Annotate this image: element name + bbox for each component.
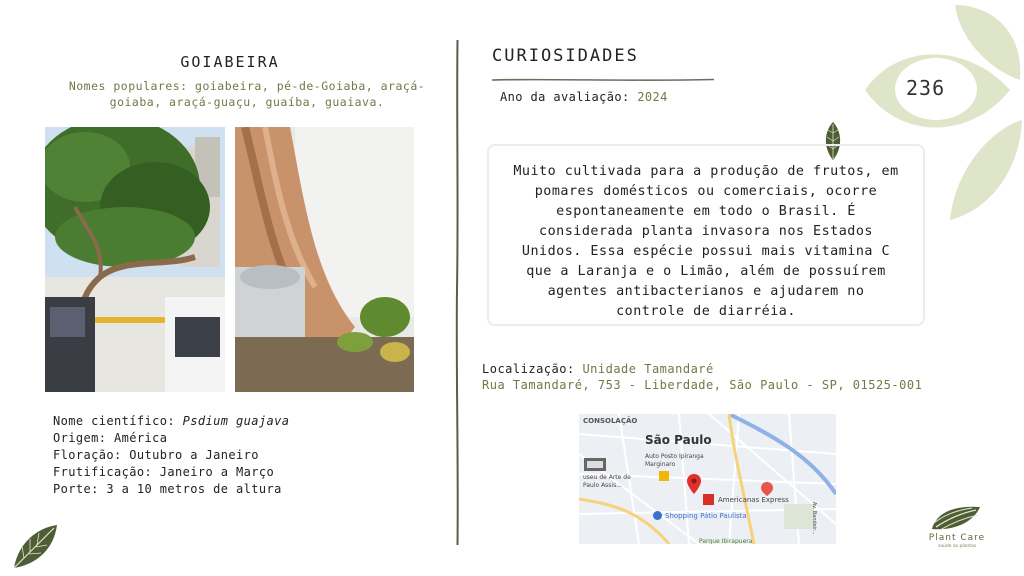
size-row: Porte: 3 a 10 metros de altura: [53, 482, 282, 496]
scientific-name-row: [53, 413, 289, 430]
scientific-name-label: Nome científico:: [53, 414, 175, 428]
map-store-icon: [703, 494, 714, 505]
address: Rua Tamandaré, 753 - Liberdade, São Paulo - SP, 01525-001: [482, 378, 923, 392]
location-row: [482, 361, 922, 377]
location-label: Localização:: [482, 362, 575, 376]
map-road-label: Av. Bandeir...: [811, 502, 817, 535]
plant-title: GOIABEIRA: [180, 53, 280, 71]
year-value: 2024: [637, 90, 668, 104]
leaf-icon: [10, 522, 60, 570]
map-museum-icon: [584, 458, 606, 471]
trunk-photo: [235, 127, 414, 392]
evaluation-year: [500, 90, 668, 104]
location-block: [482, 361, 922, 393]
flowering-row: Floração: Outubro a Janeiro: [53, 448, 259, 462]
map-hospital-icon: [761, 482, 773, 496]
logo-name: Plant Care: [928, 533, 986, 543]
popular-names: Nomes populares: goiabeira, pé-de-Goiaba, araçá-goiaba, araçá-guaçu, guaíba, guaiava.: [68, 79, 426, 109]
location-map[interactable]: [579, 414, 836, 544]
map-poi-bottom: Parque Ibirapuera: [699, 538, 753, 544]
map-poi-museum: useu de Arte de Paulo Assis...: [583, 474, 631, 489]
year-label: Ano da avaliação:: [500, 90, 630, 104]
description-box: Muito cultivada para a produção de frutos, em pomares domésticos ou comerciais, ocorre espontaneamente em todo o Brasil. É considerada planta invasora nos Estados Unidos. Essa espécie possui mais vitamina C que a Laranja e o Limão, além de possuírem agentes antibacterianos e ajudarem no controle de diarréia.: [487, 144, 925, 326]
column-divider: [455, 40, 460, 545]
title-underline: [492, 68, 714, 74]
plant-number-badge: 236: [906, 76, 946, 100]
map-gas-icon: [659, 471, 669, 481]
tree-photo: [45, 127, 225, 392]
map-city-label: São Paulo: [645, 433, 712, 447]
map-district-label: CONSOLAÇÃO: [583, 417, 638, 425]
plant-facts: [53, 413, 289, 498]
logo-tagline: saúde às plantas: [937, 544, 977, 549]
map-poi-store: Americanas Express: [718, 496, 789, 504]
fruiting-row: Frutificação: Janeiro a Março: [53, 465, 275, 479]
plant-care-logo-icon: [930, 503, 982, 531]
scientific-name-value: Psdium guajava: [182, 414, 290, 428]
map-poi-mall: Shopping Pátio Paulista: [665, 512, 747, 520]
map-poi-gas: Auto Posto Ipiranga Marginaro: [645, 453, 704, 468]
origin-row: Origem: América: [53, 431, 168, 445]
curiosities-title: CURIOSIDADES: [492, 46, 639, 66]
map-mall-icon: [653, 511, 662, 520]
location-value: Unidade Tamandaré: [582, 362, 714, 376]
map-pin-icon[interactable]: [687, 474, 701, 494]
